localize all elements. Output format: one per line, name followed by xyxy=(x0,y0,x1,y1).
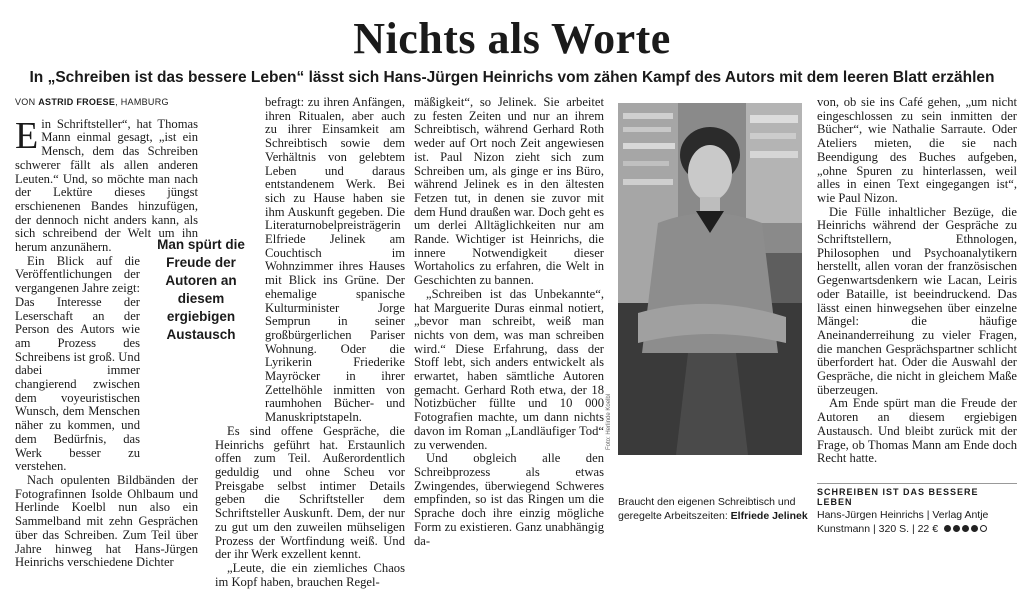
book-publication-details: Hans-Jürgen Heinrichs | Verlag Antje Kunstmann | 320 S. | 22 € xyxy=(817,509,989,535)
photo-illustration xyxy=(618,103,802,455)
byline-place: , HAMBURG xyxy=(115,97,169,107)
caption-name: Elfriede Jelinek xyxy=(730,509,808,522)
photo-caption xyxy=(618,496,808,523)
article-deck: In „Schreiben ist das bessere Leben“ lässt sich Hans-Jürgen Heinrichs vom zähen Kampf des Autors mit dem leeren Blatt erzählen xyxy=(29,69,995,86)
paragraph: Es sind offene Gespräche, die Heinrichs geführt hat. Erstaunlich offen zum Teil. Außerordentlich geduldig und ohne Scheu vor Preisgabe selbst intimer Details geben die Schriftsteller dem Schriftsteller Auskunft. Dem, der nur zu gut um den zuweilen mühseligen Prozess der Wortfindung weiß. Und der ihr Werk exzellent kennt. xyxy=(215,423,405,562)
book-title-label: SCHREIBEN IST DAS BESSERE LEBEN xyxy=(817,487,979,507)
rating-dot-filled xyxy=(971,525,978,532)
paragraph: Und obgleich alle den Schreibprozess als etwas Zwingendes, überwiegend Schweres empfinden, so ist das Ringen um die Sprache doch ihre einzig mögliche Form zu existieren. Ganz unabhängig da- xyxy=(414,451,604,548)
paragraph: mäßigkeit“, so Jelinek. Sie arbeitet zu festen Zeiten und nur an ihrem Schreibtisch, während Gerhard Roth weder auf Ort noch Zeit angewiesen ist. Paul Nizon zieht sich zum Schreiben um, als ginge er ins Büro, während Jelinek es in den ältesten Fetzen tut, in denen sie zuvor mit dem Hund draußen war. Doch geht es um derlei Alltäglichkeiten nur am Rande. Wichtiger ist Heinrichs, die innere Notwendigkeit dieser Wortaholics zu erfahren, die Welt in Geschichten zu bannen. xyxy=(414,95,604,288)
rating-dot-filled xyxy=(944,525,951,532)
drop-cap: E xyxy=(15,114,39,157)
paragraph: von, ob sie ins Café gehen, „um nicht eingeschlossen zu sein inmitten der Bücher“, wie Nathalie Sarraute. Oder Ateliers mieten, die sie nach Beendigung des Buches aufgeben, „ohne Spuren zu hinterlassen, weil alles in einen Text eingegangen ist“, wie Paul Nizon. xyxy=(817,95,1017,205)
book-info-text xyxy=(817,509,1017,536)
paragraph-text: in Schriftsteller“, hat Thomas Mann einmal gesagt, „ist ein Mensch, dem das Schreiben schwerer fällt als allen anderen Leuten.“ Und, so möchte man nach der Lektüre dieses jüngst erschienenen Bandes hinzufügen, der dennoch nicht anders kann, als sich schreibend der Welt um ihn herum anzunähern. xyxy=(15,116,198,255)
rating-dot-filled xyxy=(962,525,969,532)
photo-credit: Foto: Herlinde Koelbl xyxy=(606,393,612,450)
paragraph xyxy=(15,114,198,255)
paragraph: Nach opulenten Bildbänden der Fotografinnen Isolde Ohlbaum und Herlinde Koelbl nun also ein Sammelband mit zehn Gesprächen über das Schreiben. Zum Teil über Jahre hinweg hat Hans-Jürgen Heinrichs verschiedene Dichter xyxy=(15,472,198,570)
article-column-4 xyxy=(817,96,1017,466)
pull-quote: Man spürt die Freude der Autoren an diesem ergiebigen Austausch xyxy=(157,237,245,342)
article-headline: Nichts als Worte xyxy=(353,14,671,63)
paragraph: „Leute, die ein ziemliches Chaos im Kopf haben, brauchen Regel- xyxy=(215,560,405,589)
byline xyxy=(15,96,198,110)
paragraph: Am Ende spürt man die Freude der Autoren an diesem ergiebigen Austausch. Und bleibt zurück mit der Frage, ob Thomas Mann am Ende doch Recht hatte. xyxy=(817,396,1017,466)
paragraph: Die Fülle inhaltlicher Bezüge, die Heinrichs während der Gespräche zu Schriftstellern, Ethnologen, Philosophen und Psychoanalytikern herstellt, allen voran der französischen Gegenwartsdenkern wie Lacan, Leiris oder Bataille, ist beeindruckend. Das lässt einen hinwegsehen über einzelne Mängel: die häufige Aneinanderreihung zu vieler Fragen, die manchen Gesprächspartner schlicht überfordert hat. Oder die Auswahl der Gespräche, die nicht in gleichem Maße überzeugen. xyxy=(817,204,1017,397)
byline-author: ASTRID FROESE xyxy=(38,97,116,107)
paragraph: befragt: zu ihren Anfängen, ihren Ritualen, aber auch zu ihrer Einsamkeit am Schreibtisch sowie dem Verhältnis von gelebtem Leben und daraus entstandenem Werk. Bei sich zu Hause haben sie ihm Auskunft gegeben. Die Literaturnobelpreisträgerin Elfriede Jelinek am Couchtisch im Wohnzimmer ihres Hauses mit Blick ins Grüne. Der ehemalige spanische Kulturminister Jorge Semprun in seiner großbürgerlichen Pariser Wohnung. Oder die Lyrikerin Friederike Mayröcker in ihrer Zettelhöhle inmitten von raumhohen Bücher- und Manuskriptstapeln. xyxy=(265,95,405,425)
author-photo xyxy=(618,103,802,455)
book-info-box xyxy=(817,483,1017,536)
paragraph: „Schreiben ist das Unbekannte“, hat Marguerite Duras einmal notiert, „bevor man schreibt, weiß man nichts von dem, was man schreiben wird.“ Diese Erfahrung, dass der Stoff lebt, sich anders entwickelt als erwartet, haben sämtliche Autoren gemacht. Gerhard Roth etwa, der 18 Notizbücher füllte und 10 000 Fotografien machte, um dann nichts davon im Roman „Landläufiger Tod“ zu verwenden. xyxy=(414,286,604,452)
byline-prefix: VON xyxy=(15,97,36,107)
article-column-3 xyxy=(414,96,604,548)
rating-dot-filled xyxy=(953,525,960,532)
paragraph: Ein Blick auf die Veröffentlichungen der vergangenen Jahre zeigt: Das Interesse der Leserschaft an der Person des Autors wie am Prozess des Schreibens ist groß. Und dabei immer changierend zwischen dem voyeuristischen Wunsch, dem Menschen näher zu kommen, und dem Bedürfnis, das Werk besser zu verstehen. xyxy=(15,253,140,474)
rating-dot-empty xyxy=(980,525,987,532)
rating-dots xyxy=(942,523,987,537)
caption-text: Braucht den eigenen Schreibtisch und geregelte Arbeitszeiten: xyxy=(618,496,796,522)
